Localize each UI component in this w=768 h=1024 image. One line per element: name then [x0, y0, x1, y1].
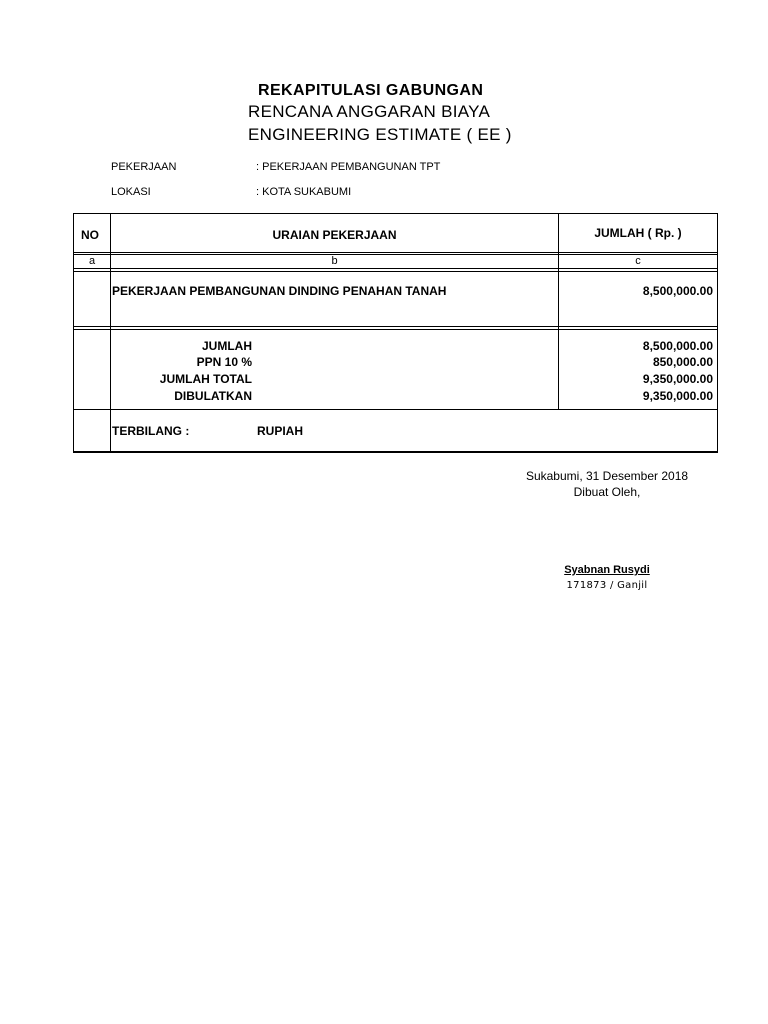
table-border-bottom — [73, 451, 718, 453]
summary-dibulatkan-amount: 9,350,000.00 — [642, 389, 713, 403]
summary-total-label: JUMLAH TOTAL — [159, 372, 252, 386]
summary-rule — [73, 409, 718, 410]
header-uraian: URAIAN PEKERJAAN — [272, 228, 397, 242]
items-rule-double — [73, 329, 718, 330]
document-subtitle: RENCANA ANGGARAN BIAYA — [248, 102, 491, 121]
document-subtitle-ee: ENGINEERING ESTIMATE ( EE ) — [248, 125, 512, 144]
subheader-a: a — [88, 255, 96, 267]
header-jumlah: JUMLAH ( Rp. ) — [594, 226, 682, 240]
subheader-c: c — [635, 255, 641, 267]
subheader-b: b — [331, 255, 338, 267]
signer-name: Syabnan Rusydi — [564, 564, 650, 576]
lokasi-label: LOKASI — [111, 186, 151, 198]
made-by: Dibuat Oleh, — [573, 485, 641, 499]
header-rule — [73, 252, 718, 253]
subheader-rule-double — [73, 271, 718, 272]
item-amount: 8,500,000.00 — [642, 284, 713, 298]
summary-ppn-label: PPN 10 % — [196, 355, 252, 369]
table-border-top — [73, 213, 718, 214]
header-no: NO — [81, 228, 99, 242]
subheader-rule — [73, 268, 718, 269]
table-border-right — [717, 213, 718, 452]
lokasi-value: : KOTA SUKABUMI — [256, 186, 352, 198]
column-divider-jumlah — [558, 213, 559, 409]
table-border-left — [73, 213, 74, 452]
terbilang-value: RUPIAH — [257, 424, 304, 438]
signer-id: 171873 / Ganjil — [566, 580, 648, 591]
terbilang-label: TERBILANG : — [112, 424, 190, 438]
summary-total-amount: 9,350,000.00 — [642, 372, 713, 386]
pekerjaan-label: PEKERJAAN — [111, 161, 177, 173]
place-date: Sukabumi, 31 Desember 2018 — [525, 469, 689, 483]
pekerjaan-value: : PEKERJAAN PEMBANGUNAN TPT — [256, 161, 441, 173]
column-divider-no — [110, 213, 111, 451]
item-description: PEKERJAAN PEMBANGUNAN DINDING PENAHAN TANAH — [112, 284, 447, 298]
summary-ppn-amount: 850,000.00 — [652, 355, 713, 369]
document-title: REKAPITULASI GABUNGAN — [258, 82, 484, 99]
summary-jumlah-amount: 8,500,000.00 — [642, 339, 713, 353]
summary-jumlah-label: JUMLAH — [202, 339, 252, 353]
summary-dibulatkan-label: DIBULATKAN — [174, 389, 252, 403]
items-rule — [73, 326, 718, 327]
